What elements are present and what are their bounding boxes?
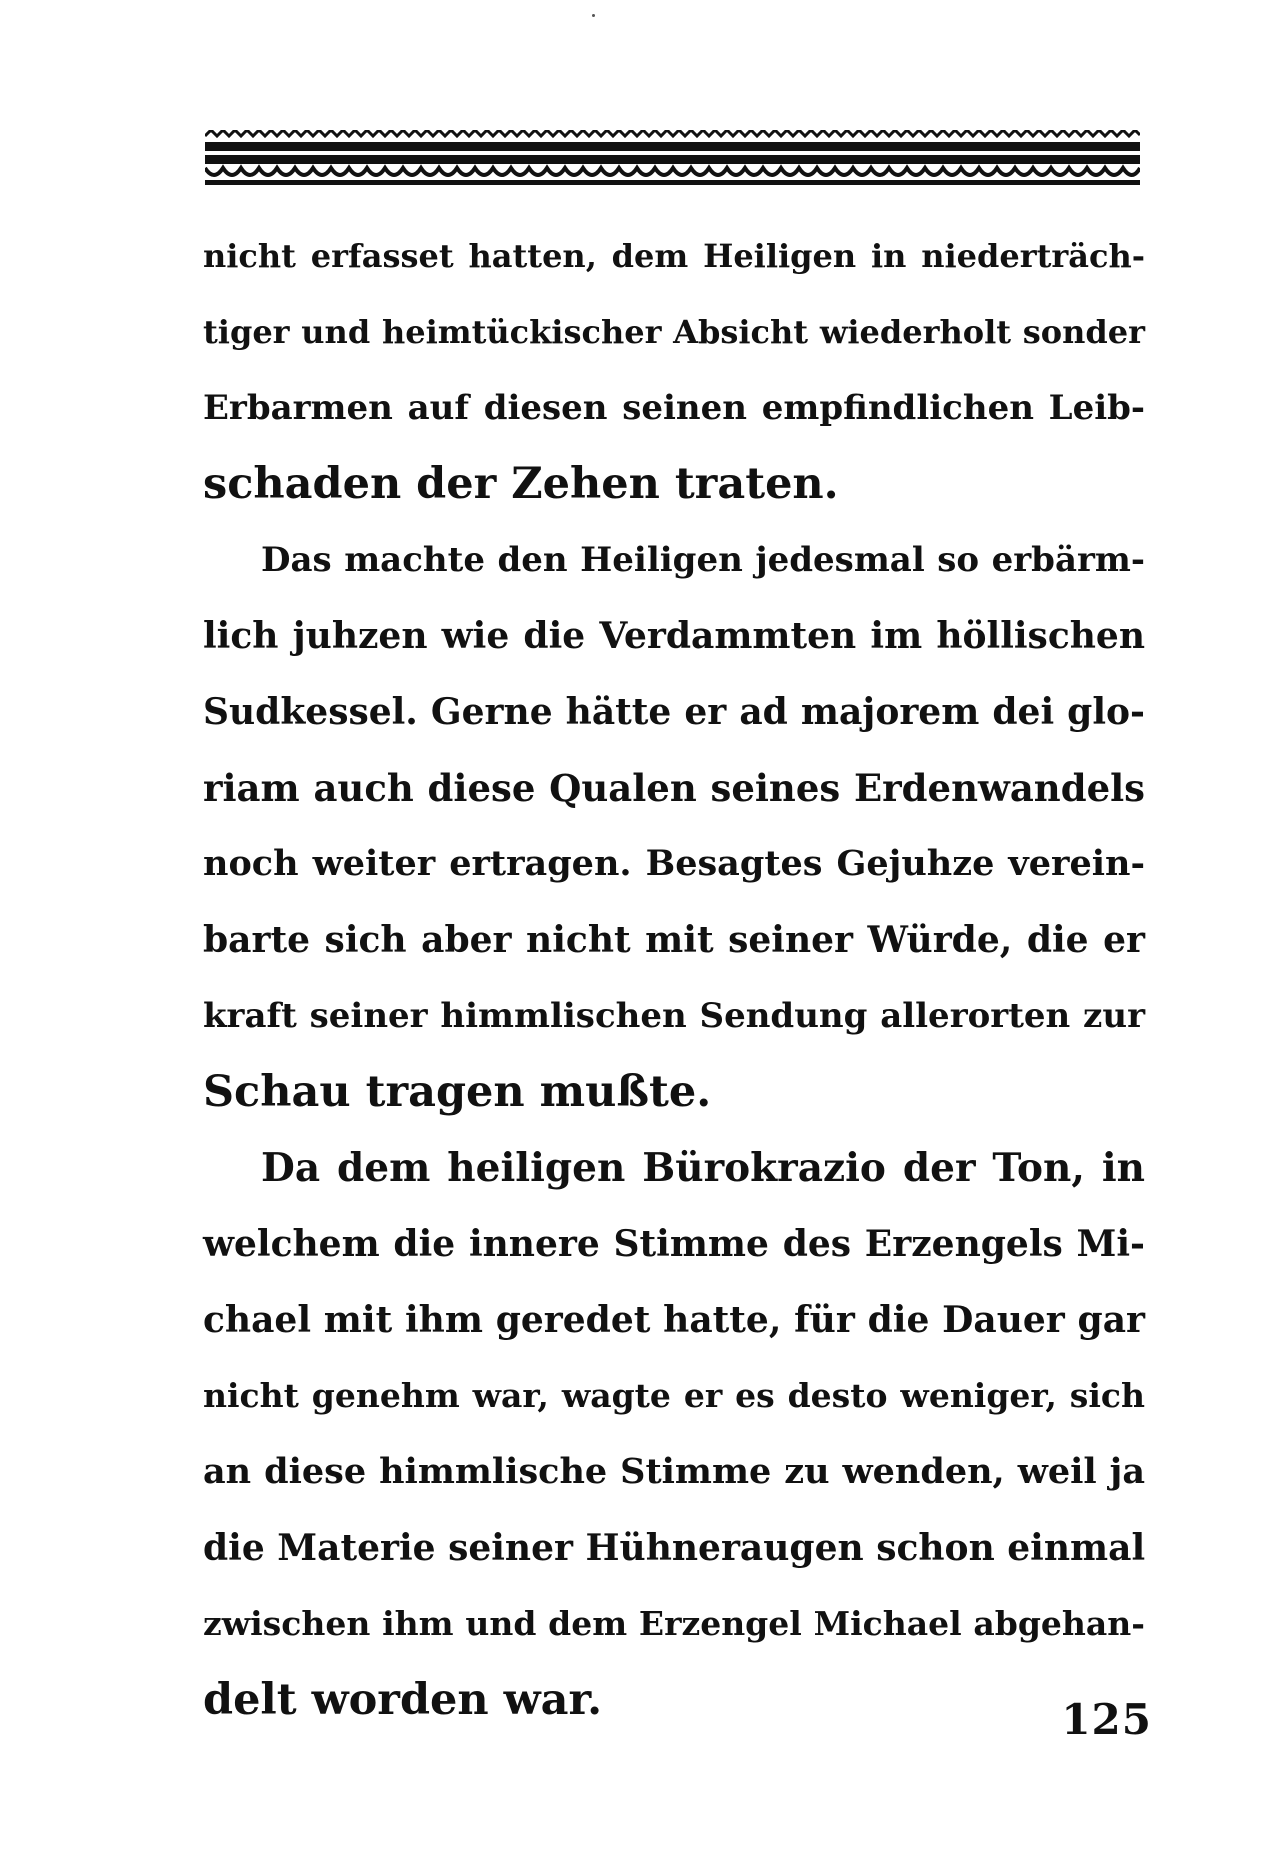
text-line: Da dem heiligen Bürokrazio der Ton, in — [261, 1145, 1145, 1191]
body-text — [203, 218, 1145, 1738]
thick-rule-1 — [205, 142, 1140, 151]
text-line: tiger und heimtückischer Absicht wiederholt sonder — [203, 313, 1145, 351]
text-line: riam auch diese Qualen seines Erdenwandels — [203, 766, 1145, 810]
scallop-base-rule — [205, 180, 1140, 185]
text-line: delt worden war. — [203, 1675, 603, 1725]
text-line: schaden der Zehen traten. — [203, 459, 839, 509]
text-line: barte sich aber nicht mit seiner Würde, die er — [203, 919, 1145, 961]
text-line: an diese himmlische Stimme zu wenden, weil ja — [203, 1451, 1145, 1492]
thick-rule-2 — [205, 155, 1140, 164]
text-line: Erbarmen auf diesen seinen empfindlichen Leib- — [203, 388, 1145, 428]
text-line: Das machte den Heiligen jedesmal so erbärm- — [261, 540, 1145, 580]
text-line: chael mit ihm geredet hatte, für die Dauer gar — [203, 1299, 1145, 1341]
text-line: nicht genehm war, wagte er es desto weniger, sich — [203, 1376, 1145, 1415]
print-speck — [592, 14, 595, 17]
text-line: kraft seiner himmlischen Sendung allerorten zur — [203, 996, 1145, 1036]
text-line: lich juhzen wie die Verdammten im höllischen — [203, 615, 1145, 657]
zigzag-row-top — [205, 130, 1140, 136]
text-line: Sudkessel. Gerne hätte er ad majorem dei glo- — [203, 691, 1145, 733]
decorative-wave-border — [205, 130, 1140, 188]
text-line: Schau tragen mußte. — [203, 1067, 712, 1117]
text-line: die Materie seiner Hühneraugen schon einmal — [203, 1527, 1146, 1569]
text-line: zwischen ihm und dem Erzengel Michael abgehan- — [203, 1604, 1145, 1643]
text-line: welchem die innere Stimme des Erzengels Mi- — [203, 1223, 1145, 1265]
scallop-row-bottom — [205, 168, 1140, 175]
page-number: 125 — [1061, 1695, 1152, 1744]
text-line: noch weiter ertragen. Besagtes Gejuhze verein- — [203, 843, 1145, 884]
text-line: nicht erfasset hatten, dem Heiligen in niederträch- — [203, 237, 1145, 275]
